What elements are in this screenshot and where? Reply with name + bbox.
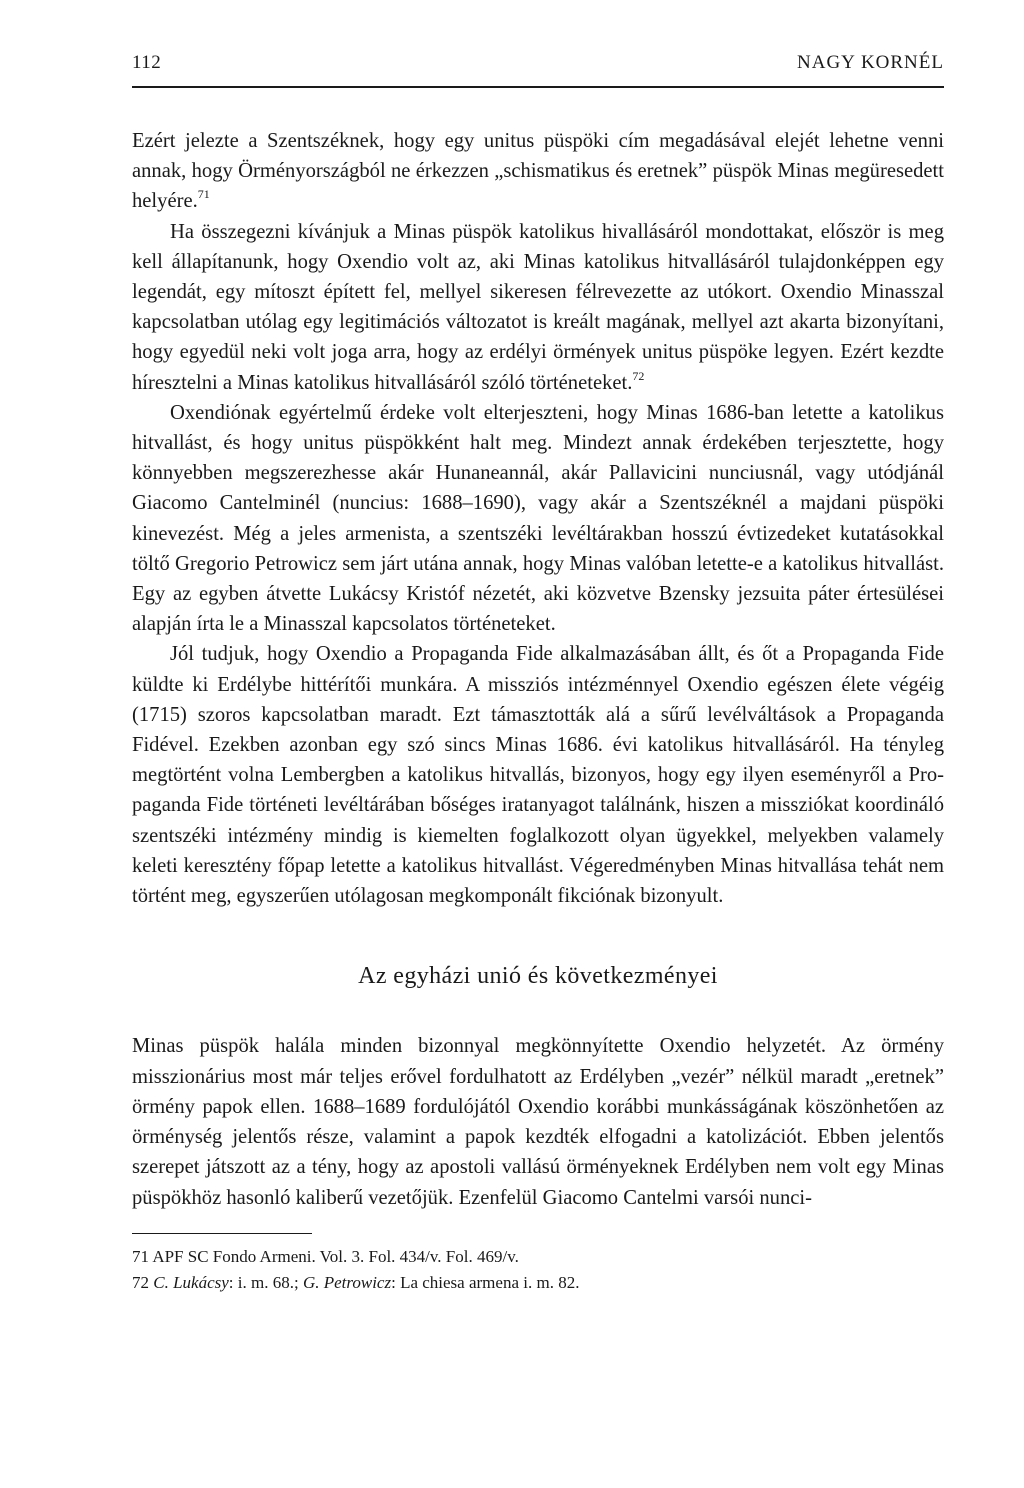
section-paragraph-text: Minas püspök halála minden bizonnyal megkönnyítette Oxendio helyzetét. Az örmény misszionárius most már teljes erővel fordulhatott az Erdélyben „vezér” nélkül maradt „eretnek” örmény papok ellen. 1688–1689 fordulójától Oxendio korábbi munkásságának köszönhetően az örménység jelentős része, valamint a papok kezdték elfogadni a katolizációt. Ebben jelentős szerepet játszott az a tény, hogy az apostoli vallású örményeknek Erdélyben nem volt egy Minas püspökhöz hasonló kaliberű vezetőjük. Ezenfelül Giacomo Cantelmi varsói nunci- [132,1035,944,1209]
footnote-author: C. Lukácsy [153,1272,229,1292]
footnote-71 [132,1244,944,1270]
body-text [132,126,944,1213]
paragraph-3 [132,398,944,640]
paragraph-2 [132,217,944,398]
footnote-text: : i. m. 68.; [228,1272,303,1292]
footnote-ref-72: 72 [632,368,645,383]
section-paragraph [132,1031,944,1212]
footnote-author: G. Petrowicz [302,1272,392,1292]
running-head [132,52,944,82]
page-number: 112 [132,52,162,73]
footnotes [132,1244,944,1296]
running-title: NAGY KORNÉL [797,52,944,73]
section-heading: Az egyházi unió és következményei [358,963,718,990]
footnote-ref-71: 71 [197,187,210,202]
footnote-text: APF SC Fondo Armeni. Vol. 3. Fol. 434/v. Fol. 469/v. [152,1246,519,1266]
paragraph-1 [132,126,944,217]
footnote-number: 71 [132,1246,149,1266]
footnote-72 [132,1270,944,1296]
header-rule [132,86,944,88]
paragraph-1-text: Ezért jelezte a Szentszéknek, hogy egy unitus püspöki cím megadásával elejét lehetne venni annak, hogy Örményországból ne érkezzen „schismatikus és eretnek” püspök Minas megüresedett helyére. [132,130,944,213]
paragraph-3-text: Oxendiónak egyértelmű érdeke volt elterjeszteni, hogy Minas 1686-ban letette a katolikus hitvallást, és hogy unitus püspökként halt meg. Mindezt annak érdekében terjesztette, hogy könnyebben megszerezhesse akár Hunaneannál, akár Pallavicini nunciusnál, vagy utódjánál Giacomo Cantelminél (nuncius: 1688–1690), vagy akár a Szentszéknél a majdani püspöki kinevezést. Még a jeles armenista, a szentszéki levéltárakban hosszú évtizedeket kutatásokkal töltő Gregorio Petrowicz sem járt utána annak, hogy Minas valóban letette-e a katolikus hitvallást. Egy az egyben átvette Lukácsy Kristóf nézetét, aki közvetve Bzensky jezsuita páter értesülései alapján írta le a Minasszal kapcsolatos történeteket. [132,401,944,636]
footnote-number: 72 [132,1272,149,1292]
paragraph-4 [132,639,944,911]
paragraph-4-text: Jól tudjuk, hogy Oxendio a Propaganda Fide alkalmazásában állt, és őt a Propaganda Fide küldte ki Erdélybe hittérítői munkára. A missziós intézménnyel Oxendio egészen élete végéig (1715) szoros kapcsolatban maradt. Ezt támasztották alá a sűrű levélváltások a Propaganda Fidével. Ezekben azonban egy szó sincs Minas 1686. évi katolikus hitvallásáról. Ha tényleg megtörtént volna Lembergben a katolikus hitvallás, bizonyos, hogy egy ilyen eseményről a Propaganda Fide történeti levéltárában bőséges iratanyagot találnánk, hiszen a missziókat koordináló szentszéki intézmény mindig is kiemelten foglalkozott olyan ügyekkel, melyekben valamely keleti keresztény főpap letette a katolikus hitvallást. Végeredményben Minas hitvallása tehát nem történt meg, egyszerűen utólagosan megkomponált fikciónak bizonyult. [132,643,944,908]
footnote-text: : La chiesa armena i. m. 82. [391,1272,580,1292]
paragraph-2-text: Ha összegezni kívánjuk a Minas püspök katolikus hivallásáról mondottakat, először is meg kell állapítanunk, hogy Oxendio volt az, aki Minas katolikus hitvallásáról tulajdonképpen egy legendát, egy mítoszt épített fel, mellyel sikeresen félrevezette az utókort. Oxendio Minasszal kapcsolatban utólag egy legitimációs változatot is kreált magának, mellyel azt akarta bizonyítani, hogy egyedül neki volt joga arra, hogy az erdélyi örmények unitus püspöke legyen. Ezért kezdte híresztelni a Minas katolikus hitvallásáról szóló történeteket. [132,220,944,394]
footnote-rule [132,1233,312,1234]
document-page [132,52,944,1296]
